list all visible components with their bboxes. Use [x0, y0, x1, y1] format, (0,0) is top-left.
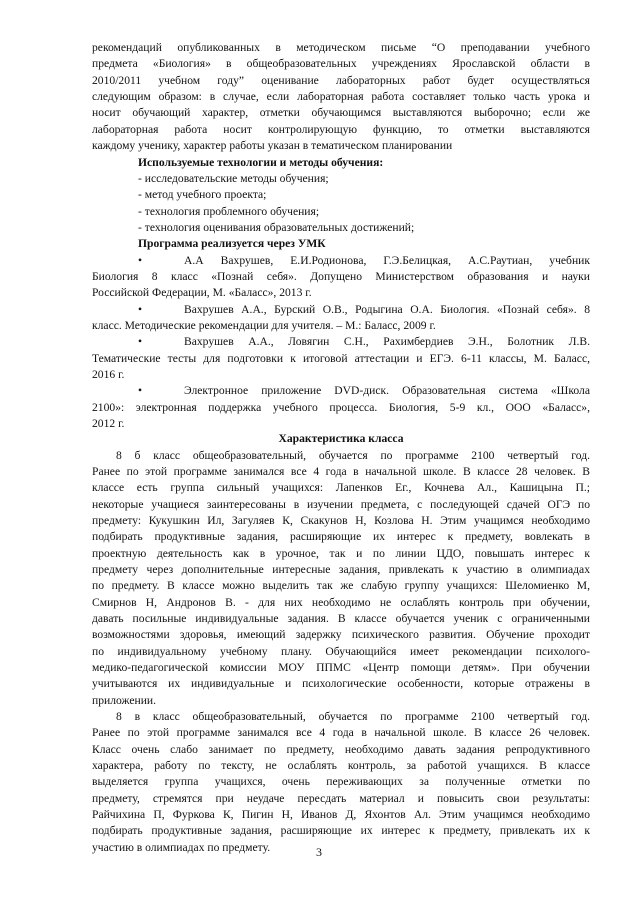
text-line: выделяется группа учащихся, очень переживающих за полученные отметки по: [92, 775, 590, 789]
technologies-heading: Используемые технологии и методы обучения:: [138, 155, 384, 169]
text-line: медико-педагогической комиссии МОУ ППМС «Центр помощи детям». При обучении: [92, 660, 590, 674]
text-line: Биология 8 класс «Познай себя». Допущено Министерством образования и науки: [92, 269, 590, 283]
class-8v-paragraph: [92, 709, 590, 856]
text-line: 8 б класс общеобразовательный, обучается по программе 2100 четвертый год.: [116, 448, 590, 462]
list-item: - исследовательские методы обучения;: [138, 171, 329, 185]
text-line: характера, работу по тексту, не ослаблять контроль, за работой учащихся. В классе: [92, 759, 590, 773]
umk-item-text: Вахрушев А.А., Бурский О.В., Родыгина О.А. Биология. «Познай себя». 8: [184, 302, 590, 316]
text-line: Райчихина П, Фуркова К, Пигин Н, Иванов Д, Яхонтов Ал. Этим учащимся необходимо: [92, 808, 590, 822]
umk-item-text: Вахрушев А.А., Ловягин С.Н., Рахимбердиев Э.Н., Болотник Л.В.: [184, 335, 590, 349]
intro-paragraph: [92, 40, 590, 154]
class-characteristic-heading: Характеристика класса: [278, 432, 404, 445]
list-item: - технология проблемного обучения;: [138, 204, 320, 218]
text-line: класс. Методические рекомендации для учителя. – М.: Баласс, 2009 г.: [92, 318, 436, 332]
umk-item-3: [92, 334, 590, 350]
umk-item-2: [92, 302, 590, 318]
class-8b-paragraph: [92, 448, 590, 710]
text-line: подбирать продуктивные задания, расширяющие их интерес к предмету, вовлекать в: [92, 530, 590, 544]
text-line: 2016 г.: [92, 368, 125, 381]
technologies-section: [92, 155, 590, 253]
umk-list: [92, 253, 590, 433]
bullet-icon: •: [138, 253, 143, 267]
text-line: Ранее по этой программе занимался все 4 года в начальной школе. В классе 26 человек.: [92, 726, 590, 740]
text-line: участию в олимпиадах по предмету.: [92, 840, 271, 854]
text-line: предмету, стремятся при неудаче пересдать материал и повысить свои результаты:: [92, 791, 590, 805]
text-line: носит обучающий характер, отметки обучающимся выставляются выборочно; если же: [92, 106, 590, 120]
umk-item-1: [92, 253, 590, 269]
text-line: Российской Федерации, М. «Баласс», 2013 г.: [92, 286, 312, 300]
umk-item-text: Электронное приложение DVD-диск. Образовательная система «Школа: [184, 384, 590, 398]
umk-item-text: А.А Вахрушев, Е.И.Родионова, Г.Э.Белицкая, А.С.Раутиан, учебник: [184, 253, 590, 267]
text-line: классе есть группа сильный учащихся: Лапенков Ег., Кочнева Ал., Кашицына П.;: [92, 481, 590, 495]
list-item: - технология оценивания образовательных достижений;: [138, 220, 415, 234]
bullet-icon: •: [138, 384, 143, 398]
text-line: давать посильные индивидуальные задания. В классе обучается ученик с ограниченными: [92, 611, 590, 625]
text-line: Ранее по этой программе занимался все 4 года в начальной школе. В классе 28 человек. В: [92, 464, 590, 478]
text-line: лабораторная работа носит контролирующую функцию, то отметки выставляются: [92, 122, 590, 136]
text-line: рекомендаций опубликованных в методическом письме “О преподавании учебного: [92, 41, 590, 54]
text-line: приложении.: [92, 693, 157, 707]
bullet-icon: •: [138, 302, 143, 316]
text-line: следующим образом: в случае, если лабораторная работа составляет только часть урока и: [92, 90, 590, 104]
text-line: возможностями здоровья, имеющий задержку психического развития. Обучение проходит: [92, 628, 590, 642]
text-line: проектную деятельность как в урочное, так и по линии ЦДО, повышать интерес к: [92, 546, 590, 560]
bullet-icon: •: [138, 335, 143, 349]
text-line: Класс очень слабо занимает по предмету, необходимо давать задания репродуктивного: [92, 742, 590, 756]
page-number: 3: [316, 845, 322, 859]
text-line: 8 в класс общеобразовательный, обучается по программе 2100 четвертый год.: [116, 710, 590, 723]
text-line: по предмету. В классе можно выделить так же слабую группу учащихся: Шеломиенко М,: [92, 579, 590, 593]
text-line: каждому ученику, характер работы указан в тематическом планировании: [92, 139, 453, 153]
umk-heading: Программа реализуется через УМК: [138, 237, 326, 251]
text-line: 2100»: электронная поддержка учебного процесса. Биология, 5-9 кл., ООО «Баласс»,: [92, 400, 590, 414]
umk-item-4: [92, 383, 590, 399]
text-line: 2012 г.: [92, 417, 125, 431]
text-line: Тематические тесты для подготовки к итоговой аттестации и ЕГЭ. 6-11 классы, М. Баласс,: [92, 351, 590, 365]
list-item: - метод учебного проекта;: [138, 188, 267, 202]
text-line: предмета «Биология» в общеобразовательных учреждениях Ярославской области в: [92, 57, 590, 71]
text-line: предмету через дополнительные интересные задания, привлекать к участию в олимпиадах: [92, 562, 590, 576]
text-line: учитываются их индивидуальные и психологические особенности, которые отражены в: [92, 677, 590, 691]
text-line: по индивидуальному учебному плану. Обучающийся имеет рекомендации психолого-: [92, 644, 590, 658]
text-line: предмету: Кукушкин Ил, Загуляев К, Скакунов Н, Козлова Н. Этим учащимся необходимо: [92, 513, 590, 527]
text-line: 2010/2011 учебном году” оценивание лабораторных работ будет осуществляться: [92, 73, 590, 87]
text-line: некоторые учащиеся заинтересованы в изучении предмета, с последующей сдачей ОГЭ по: [92, 497, 590, 511]
text-line: подбирать продуктивные задания, расширяющие их интерес к предмету, привлекать их к: [92, 824, 590, 838]
text-line: Смирнов Н, Андронов В. - для них необходимо не ослаблять контроль при обучении,: [92, 595, 590, 609]
